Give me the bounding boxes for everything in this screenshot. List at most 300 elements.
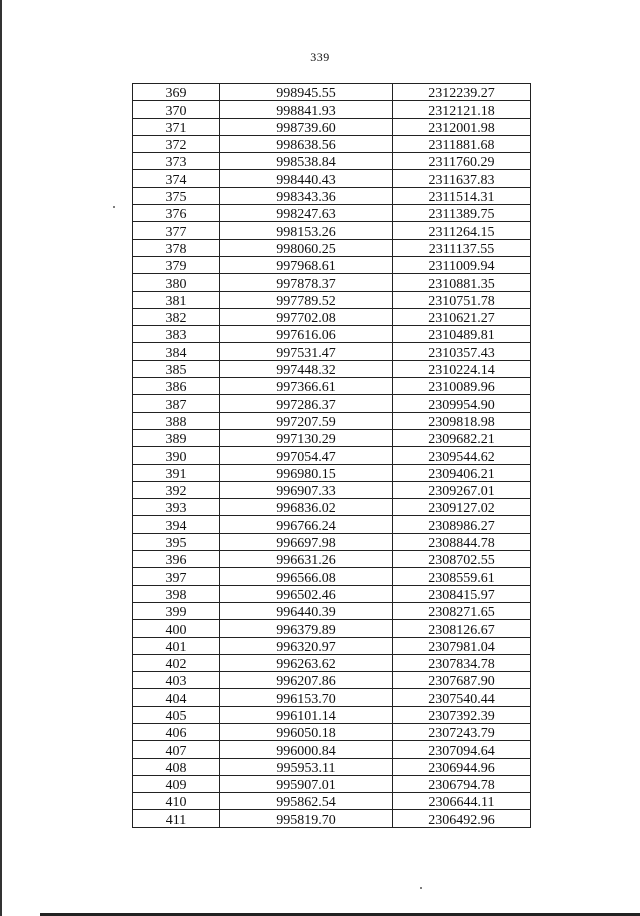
point-number-text: 402 bbox=[165, 657, 187, 673]
page-number: 339 bbox=[310, 50, 330, 64]
x-coordinate-cell bbox=[220, 326, 393, 343]
point-number-cell bbox=[133, 585, 220, 602]
x-coordinate-cell bbox=[220, 135, 393, 152]
point-number-text: 373 bbox=[165, 155, 187, 171]
y-coordinate-text: 2306644.11 bbox=[428, 795, 495, 811]
y-coordinate-cell bbox=[393, 568, 531, 585]
point-number-cell bbox=[133, 360, 220, 377]
y-coordinate-cell bbox=[393, 135, 531, 152]
table-row bbox=[133, 239, 531, 256]
table-row bbox=[133, 516, 531, 533]
point-number-text: 386 bbox=[165, 380, 187, 396]
x-coordinate-cell bbox=[220, 187, 393, 204]
table-row bbox=[133, 654, 531, 671]
x-coordinate-cell bbox=[220, 741, 393, 758]
table-row bbox=[133, 775, 531, 792]
point-number-text: 399 bbox=[165, 605, 187, 621]
x-coordinate-text: 996631.26 bbox=[276, 553, 336, 569]
point-number-text: 369 bbox=[165, 86, 187, 102]
y-coordinate-text: 2307834.78 bbox=[428, 657, 495, 673]
x-coordinate-cell bbox=[220, 395, 393, 412]
table-row bbox=[133, 741, 531, 758]
table-row bbox=[133, 360, 531, 377]
x-coordinate-text: 995953.11 bbox=[276, 760, 336, 776]
y-coordinate-cell bbox=[393, 101, 531, 118]
table-row bbox=[133, 602, 531, 619]
x-coordinate-text: 998247.63 bbox=[276, 207, 336, 223]
point-number-text: 381 bbox=[165, 293, 187, 309]
y-coordinate-text: 2310489.81 bbox=[428, 328, 495, 344]
x-coordinate-cell bbox=[220, 810, 393, 827]
point-number-cell bbox=[133, 187, 220, 204]
y-coordinate-cell bbox=[393, 620, 531, 637]
x-coordinate-cell bbox=[220, 551, 393, 568]
table-row bbox=[133, 620, 531, 637]
x-coordinate-cell bbox=[220, 672, 393, 689]
x-coordinate-text: 996207.86 bbox=[276, 674, 336, 690]
point-number-cell bbox=[133, 135, 220, 152]
point-number-cell bbox=[133, 429, 220, 446]
y-coordinate-text: 2309267.01 bbox=[428, 484, 495, 500]
point-number-text: 383 bbox=[165, 328, 187, 344]
x-coordinate-cell bbox=[220, 153, 393, 170]
y-coordinate-cell bbox=[393, 187, 531, 204]
point-number-cell bbox=[133, 689, 220, 706]
y-coordinate-text: 2310224.14 bbox=[428, 363, 495, 379]
y-coordinate-text: 2309544.62 bbox=[428, 449, 495, 465]
point-number-text: 376 bbox=[165, 207, 187, 223]
x-coordinate-cell bbox=[220, 499, 393, 516]
table-row bbox=[133, 274, 531, 291]
point-number-text: 409 bbox=[165, 778, 187, 794]
table-row bbox=[133, 308, 531, 325]
point-number-cell bbox=[133, 343, 220, 360]
point-number-text: 382 bbox=[165, 311, 187, 327]
x-coordinate-text: 998440.43 bbox=[276, 172, 336, 188]
y-coordinate-cell bbox=[393, 84, 531, 101]
table-row bbox=[133, 118, 531, 135]
point-number-cell bbox=[133, 499, 220, 516]
point-number-cell bbox=[133, 758, 220, 775]
x-coordinate-cell bbox=[220, 378, 393, 395]
point-number-cell bbox=[133, 153, 220, 170]
y-coordinate-cell bbox=[393, 533, 531, 550]
y-coordinate-cell bbox=[393, 378, 531, 395]
x-coordinate-text: 996502.46 bbox=[276, 587, 336, 603]
y-coordinate-text: 2306794.78 bbox=[428, 778, 495, 794]
x-coordinate-cell bbox=[220, 793, 393, 810]
y-coordinate-cell bbox=[393, 637, 531, 654]
point-number-cell bbox=[133, 706, 220, 723]
point-number-cell bbox=[133, 308, 220, 325]
point-number-text: 384 bbox=[165, 345, 187, 361]
point-number-cell bbox=[133, 84, 220, 101]
y-coordinate-cell bbox=[393, 412, 531, 429]
y-coordinate-cell bbox=[393, 360, 531, 377]
point-number-text: 372 bbox=[165, 138, 187, 154]
table-row bbox=[133, 706, 531, 723]
x-coordinate-text: 998060.25 bbox=[276, 241, 336, 257]
x-coordinate-cell bbox=[220, 654, 393, 671]
x-coordinate-text: 996697.98 bbox=[276, 536, 336, 552]
x-coordinate-text: 996320.97 bbox=[276, 639, 336, 655]
table-row bbox=[133, 551, 531, 568]
x-coordinate-cell bbox=[220, 758, 393, 775]
point-number-text: 392 bbox=[165, 484, 187, 500]
point-number-cell bbox=[133, 118, 220, 135]
x-coordinate-cell bbox=[220, 118, 393, 135]
x-coordinate-text: 998153.26 bbox=[276, 224, 336, 240]
point-number-text: 370 bbox=[165, 103, 187, 119]
y-coordinate-cell bbox=[393, 516, 531, 533]
y-coordinate-text: 2306492.96 bbox=[428, 812, 495, 828]
table-row bbox=[133, 758, 531, 775]
y-coordinate-text: 2308126.67 bbox=[428, 622, 495, 638]
y-coordinate-text: 2310089.96 bbox=[428, 380, 495, 396]
point-number-text: 375 bbox=[165, 190, 187, 206]
point-number-cell bbox=[133, 654, 220, 671]
x-coordinate-text: 996263.62 bbox=[276, 657, 336, 673]
point-number-text: 389 bbox=[165, 432, 187, 448]
x-coordinate-text: 996440.39 bbox=[276, 605, 336, 621]
x-coordinate-cell bbox=[220, 602, 393, 619]
point-number-cell bbox=[133, 256, 220, 273]
x-coordinate-text: 998343.36 bbox=[276, 190, 336, 206]
y-coordinate-text: 2308271.65 bbox=[428, 605, 495, 621]
y-coordinate-text: 2311637.83 bbox=[428, 172, 495, 188]
point-number-text: 380 bbox=[165, 276, 187, 292]
x-coordinate-cell bbox=[220, 447, 393, 464]
point-number-text: 393 bbox=[165, 501, 187, 517]
table-row bbox=[133, 481, 531, 498]
point-number-cell bbox=[133, 533, 220, 550]
x-coordinate-text: 996050.18 bbox=[276, 726, 336, 742]
coordinate-table-body bbox=[133, 84, 531, 828]
table-row bbox=[133, 689, 531, 706]
point-number-text: 385 bbox=[165, 363, 187, 379]
table-row bbox=[133, 153, 531, 170]
point-number-text: 390 bbox=[165, 449, 187, 465]
point-number-text: 398 bbox=[165, 587, 187, 603]
point-number-text: 388 bbox=[165, 414, 187, 430]
table-row bbox=[133, 343, 531, 360]
y-coordinate-cell bbox=[393, 723, 531, 740]
point-number-cell bbox=[133, 464, 220, 481]
point-number-text: 403 bbox=[165, 674, 187, 690]
x-coordinate-text: 996836.02 bbox=[276, 501, 336, 517]
point-number-cell bbox=[133, 602, 220, 619]
y-coordinate-cell bbox=[393, 153, 531, 170]
y-coordinate-text: 2307981.04 bbox=[428, 639, 495, 655]
x-coordinate-text: 996379.89 bbox=[276, 622, 336, 638]
y-coordinate-text: 2308702.55 bbox=[428, 553, 495, 569]
y-coordinate-cell bbox=[393, 810, 531, 827]
y-coordinate-text: 2309818.98 bbox=[428, 414, 495, 430]
x-coordinate-text: 997286.37 bbox=[276, 397, 336, 413]
y-coordinate-text: 2310621.27 bbox=[428, 311, 495, 327]
x-coordinate-cell bbox=[220, 706, 393, 723]
table-row bbox=[133, 568, 531, 585]
scan-speck bbox=[113, 206, 115, 208]
y-coordinate-cell bbox=[393, 395, 531, 412]
point-number-cell bbox=[133, 481, 220, 498]
y-coordinate-text: 2312001.98 bbox=[428, 120, 495, 136]
point-number-text: 391 bbox=[165, 466, 187, 482]
table-row bbox=[133, 810, 531, 827]
table-row bbox=[133, 447, 531, 464]
x-coordinate-text: 998739.60 bbox=[276, 120, 336, 136]
x-coordinate-text: 997968.61 bbox=[276, 259, 336, 275]
y-coordinate-cell bbox=[393, 170, 531, 187]
point-number-cell bbox=[133, 741, 220, 758]
x-coordinate-cell bbox=[220, 689, 393, 706]
x-coordinate-cell bbox=[220, 412, 393, 429]
x-coordinate-text: 997616.06 bbox=[276, 328, 336, 344]
point-number-cell bbox=[133, 205, 220, 222]
x-coordinate-text: 998841.93 bbox=[276, 103, 336, 119]
y-coordinate-text: 2309682.21 bbox=[428, 432, 495, 448]
point-number-text: 411 bbox=[165, 812, 187, 828]
y-coordinate-text: 2307094.64 bbox=[428, 743, 495, 759]
table-row bbox=[133, 464, 531, 481]
x-coordinate-cell bbox=[220, 568, 393, 585]
point-number-cell bbox=[133, 378, 220, 395]
x-coordinate-cell bbox=[220, 481, 393, 498]
point-number-cell bbox=[133, 170, 220, 187]
y-coordinate-cell bbox=[393, 758, 531, 775]
x-coordinate-text: 996907.33 bbox=[276, 484, 336, 500]
x-coordinate-cell bbox=[220, 256, 393, 273]
y-coordinate-text: 2307243.79 bbox=[428, 726, 495, 742]
point-number-cell bbox=[133, 620, 220, 637]
point-number-text: 378 bbox=[165, 241, 187, 257]
y-coordinate-text: 2306944.96 bbox=[428, 760, 495, 776]
point-number-cell bbox=[133, 447, 220, 464]
x-coordinate-text: 997448.32 bbox=[276, 363, 336, 379]
point-number-text: 400 bbox=[165, 622, 187, 638]
table-row bbox=[133, 378, 531, 395]
point-number-cell bbox=[133, 568, 220, 585]
point-number-cell bbox=[133, 637, 220, 654]
x-coordinate-cell bbox=[220, 429, 393, 446]
y-coordinate-cell bbox=[393, 447, 531, 464]
y-coordinate-text: 2310357.43 bbox=[428, 345, 495, 361]
table-row bbox=[133, 326, 531, 343]
x-coordinate-cell bbox=[220, 239, 393, 256]
y-coordinate-cell bbox=[393, 551, 531, 568]
y-coordinate-text: 2312121.18 bbox=[428, 103, 495, 119]
table-row bbox=[133, 291, 531, 308]
point-number-cell bbox=[133, 672, 220, 689]
point-number-text: 396 bbox=[165, 553, 187, 569]
point-number-cell bbox=[133, 291, 220, 308]
y-coordinate-text: 2311137.55 bbox=[428, 241, 495, 257]
x-coordinate-cell bbox=[220, 343, 393, 360]
x-coordinate-text: 997366.61 bbox=[276, 380, 336, 396]
y-coordinate-cell bbox=[393, 429, 531, 446]
y-coordinate-cell bbox=[393, 308, 531, 325]
x-coordinate-text: 997207.59 bbox=[276, 414, 336, 430]
y-coordinate-text: 2309127.02 bbox=[428, 501, 495, 517]
x-coordinate-text: 996766.24 bbox=[276, 518, 336, 534]
table-row bbox=[133, 585, 531, 602]
x-coordinate-cell bbox=[220, 308, 393, 325]
point-number-cell bbox=[133, 239, 220, 256]
x-coordinate-cell bbox=[220, 620, 393, 637]
y-coordinate-cell bbox=[393, 689, 531, 706]
x-coordinate-text: 997702.08 bbox=[276, 311, 336, 327]
y-coordinate-text: 2311514.31 bbox=[428, 190, 495, 206]
x-coordinate-text: 996153.70 bbox=[276, 691, 336, 707]
x-coordinate-text: 996566.08 bbox=[276, 570, 336, 586]
x-coordinate-text: 997789.52 bbox=[276, 293, 336, 309]
point-number-cell bbox=[133, 274, 220, 291]
x-coordinate-cell bbox=[220, 464, 393, 481]
x-coordinate-cell bbox=[220, 585, 393, 602]
y-coordinate-text: 2307392.39 bbox=[428, 708, 495, 724]
y-coordinate-text: 2307540.44 bbox=[428, 691, 495, 707]
point-number-cell bbox=[133, 326, 220, 343]
point-number-cell bbox=[133, 516, 220, 533]
point-number-text: 394 bbox=[165, 518, 187, 534]
y-coordinate-text: 2308844.78 bbox=[428, 536, 495, 552]
x-coordinate-cell bbox=[220, 274, 393, 291]
x-coordinate-cell bbox=[220, 101, 393, 118]
point-number-text: 405 bbox=[165, 708, 187, 724]
point-number-cell bbox=[133, 222, 220, 239]
y-coordinate-text: 2310751.78 bbox=[428, 293, 495, 309]
y-coordinate-text: 2312239.27 bbox=[428, 86, 495, 102]
scan-speck bbox=[420, 887, 422, 889]
x-coordinate-text: 996980.15 bbox=[276, 466, 336, 482]
y-coordinate-cell bbox=[393, 775, 531, 792]
point-number-text: 408 bbox=[165, 760, 187, 776]
y-coordinate-text: 2311009.94 bbox=[428, 259, 495, 275]
y-coordinate-cell bbox=[393, 239, 531, 256]
point-number-cell bbox=[133, 395, 220, 412]
table-row bbox=[133, 723, 531, 740]
x-coordinate-cell bbox=[220, 533, 393, 550]
table-row bbox=[133, 187, 531, 204]
x-coordinate-text: 995862.54 bbox=[276, 795, 336, 811]
x-coordinate-cell bbox=[220, 205, 393, 222]
y-coordinate-cell bbox=[393, 205, 531, 222]
y-coordinate-text: 2311881.68 bbox=[428, 138, 495, 154]
point-number-cell bbox=[133, 551, 220, 568]
coordinate-table bbox=[132, 83, 531, 828]
y-coordinate-cell bbox=[393, 793, 531, 810]
point-number-text: 377 bbox=[165, 224, 187, 240]
point-number-text: 371 bbox=[165, 120, 187, 136]
point-number-cell bbox=[133, 412, 220, 429]
point-number-cell bbox=[133, 793, 220, 810]
point-number-cell bbox=[133, 810, 220, 827]
y-coordinate-text: 2308415.97 bbox=[428, 587, 495, 603]
y-coordinate-text: 2308986.27 bbox=[428, 518, 495, 534]
x-coordinate-cell bbox=[220, 222, 393, 239]
x-coordinate-cell bbox=[220, 84, 393, 101]
x-coordinate-cell bbox=[220, 637, 393, 654]
x-coordinate-text: 997054.47 bbox=[276, 449, 336, 465]
y-coordinate-cell bbox=[393, 256, 531, 273]
point-number-text: 387 bbox=[165, 397, 187, 413]
table-row bbox=[133, 256, 531, 273]
y-coordinate-cell bbox=[393, 602, 531, 619]
point-number-text: 407 bbox=[165, 743, 187, 759]
y-coordinate-cell bbox=[393, 672, 531, 689]
table-row bbox=[133, 222, 531, 239]
x-coordinate-text: 997531.47 bbox=[276, 345, 336, 361]
x-coordinate-text: 997130.29 bbox=[276, 432, 336, 448]
table-row bbox=[133, 412, 531, 429]
table-row bbox=[133, 101, 531, 118]
y-coordinate-cell bbox=[393, 741, 531, 758]
point-number-text: 406 bbox=[165, 726, 187, 742]
x-coordinate-cell bbox=[220, 170, 393, 187]
y-coordinate-cell bbox=[393, 343, 531, 360]
x-coordinate-cell bbox=[220, 516, 393, 533]
y-coordinate-cell bbox=[393, 706, 531, 723]
y-coordinate-cell bbox=[393, 222, 531, 239]
point-number-cell bbox=[133, 723, 220, 740]
table-row bbox=[133, 793, 531, 810]
y-coordinate-cell bbox=[393, 326, 531, 343]
y-coordinate-text: 2311264.15 bbox=[428, 224, 495, 240]
point-number-text: 401 bbox=[165, 639, 187, 655]
y-coordinate-cell bbox=[393, 291, 531, 308]
x-coordinate-cell bbox=[220, 775, 393, 792]
point-number-cell bbox=[133, 101, 220, 118]
y-coordinate-cell bbox=[393, 464, 531, 481]
y-coordinate-text: 2309954.90 bbox=[428, 397, 495, 413]
x-coordinate-text: 998638.56 bbox=[276, 138, 336, 154]
x-coordinate-cell bbox=[220, 723, 393, 740]
table-row bbox=[133, 429, 531, 446]
y-coordinate-cell bbox=[393, 274, 531, 291]
table-row bbox=[133, 135, 531, 152]
x-coordinate-text: 996101.14 bbox=[276, 708, 336, 724]
y-coordinate-cell bbox=[393, 499, 531, 516]
x-coordinate-text: 995819.70 bbox=[276, 812, 336, 828]
x-coordinate-cell bbox=[220, 291, 393, 308]
y-coordinate-text: 2307687.90 bbox=[428, 674, 495, 690]
table-row bbox=[133, 672, 531, 689]
point-number-cell bbox=[133, 775, 220, 792]
y-coordinate-text: 2308559.61 bbox=[428, 570, 495, 586]
x-coordinate-text: 995907.01 bbox=[276, 778, 336, 794]
point-number-text: 374 bbox=[165, 172, 187, 188]
coordinate-table-wrapper bbox=[132, 83, 531, 828]
y-coordinate-text: 2311760.29 bbox=[428, 155, 495, 171]
y-coordinate-cell bbox=[393, 585, 531, 602]
point-number-text: 397 bbox=[165, 570, 187, 586]
x-coordinate-text: 998945.55 bbox=[276, 86, 336, 102]
y-coordinate-text: 2309406.21 bbox=[428, 466, 495, 482]
table-row bbox=[133, 205, 531, 222]
table-row bbox=[133, 499, 531, 516]
point-number-text: 379 bbox=[165, 259, 187, 275]
table-row bbox=[133, 84, 531, 101]
x-coordinate-text: 998538.84 bbox=[276, 155, 336, 171]
table-row bbox=[133, 395, 531, 412]
y-coordinate-cell bbox=[393, 481, 531, 498]
x-coordinate-text: 997878.37 bbox=[276, 276, 336, 292]
y-coordinate-cell bbox=[393, 654, 531, 671]
table-row bbox=[133, 637, 531, 654]
point-number-text: 410 bbox=[165, 795, 187, 811]
x-coordinate-cell bbox=[220, 360, 393, 377]
table-row bbox=[133, 170, 531, 187]
